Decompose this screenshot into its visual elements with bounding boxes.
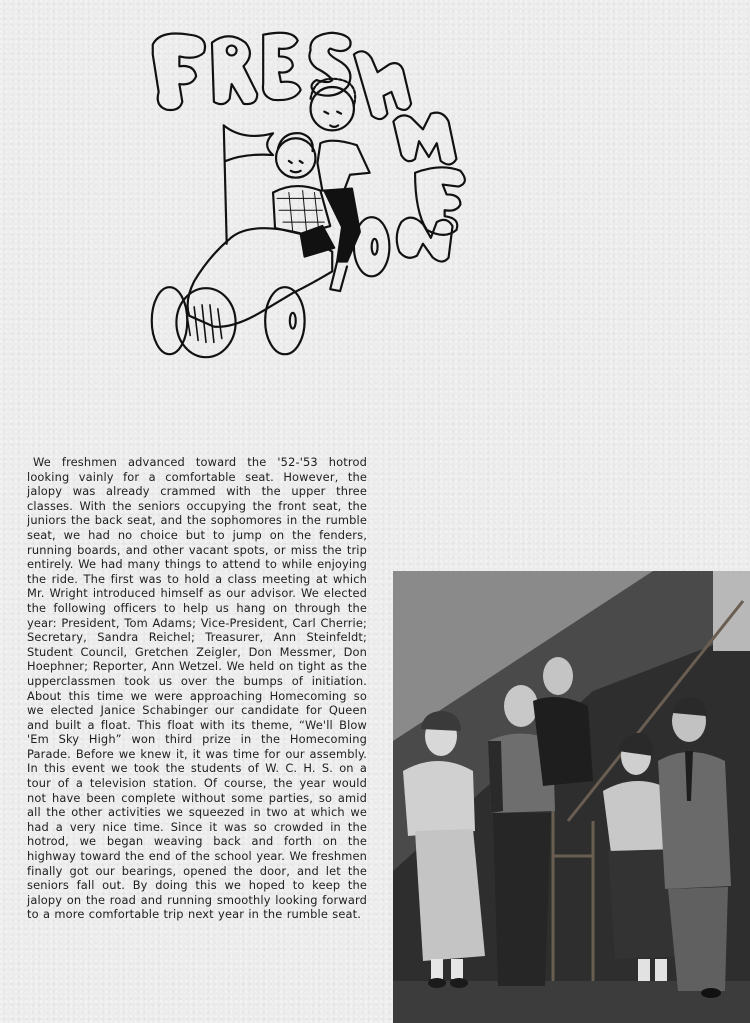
pennant-flag (224, 125, 273, 243)
freshmen-illustration (135, 15, 490, 370)
article-text (27, 455, 367, 922)
bubble-letters-freshmen (153, 33, 465, 262)
letter-e (263, 33, 301, 100)
boy-figure (273, 133, 334, 256)
front-wheel-left (152, 287, 188, 354)
letter-h (354, 51, 411, 119)
window (713, 571, 750, 651)
letter-f (153, 33, 205, 110)
girl-figure (311, 79, 370, 291)
class-officers-photo (393, 571, 750, 1023)
letter-m (393, 113, 456, 165)
hotrod-car (152, 217, 390, 357)
article-paragraph: We freshmen advanced toward the '52-'53 hotrod looking vainly for a comfortable seat. However, the jalopy was already crammed with the upper three classes. With the seniors occupying the front seat, the juniors the back seat, and the sophomores in the rumble seat, we had no choice but to jump on the fenders, running boards, and other vacant spots, or miss the trip entirely. We had many things to attend to while enjoying the ride. The first was to hold a class meeting at which Mr. Wright introduced himself as our advisor. We elected the following officers to help us hang on through the year: President, Tom Adams; Vice-President, Carl Cherrie; Secretary, Sandra Reichel; Treasurer, Ann Steinfeldt; Student Council, Gretchen Zeigler, Don Messmer, Don Hoephner; Reporter, Ann Wetzel. We held on tight as the upperclassmen took us over the bumps of initiation. About this time we were approaching Homecoming so we elected Janice Schabinger our candidate for Queen and built a float. This float with its theme, “We'll Blow 'Em Sky High” won third prize in the Homecoming Parade. Before we knew it, it was time for our assembly. In this event we took the students of W. C. H. S. on a tour of a television station. Of course, the year would not have been complete without some parties, so amid all the other activities we squeezed in two at which we had a very nice time. Since it was so crowded in the hotrod, we began weaving back and forth on the highway toward the end of the school year. We freshmen finally got our bearings, opened the door, and let the seniors fall out. By doing this we hoped to keep the jalopy on the road and running smoothly looking forward to a more comfortable trip next year in the rumble seat. (27, 455, 367, 922)
